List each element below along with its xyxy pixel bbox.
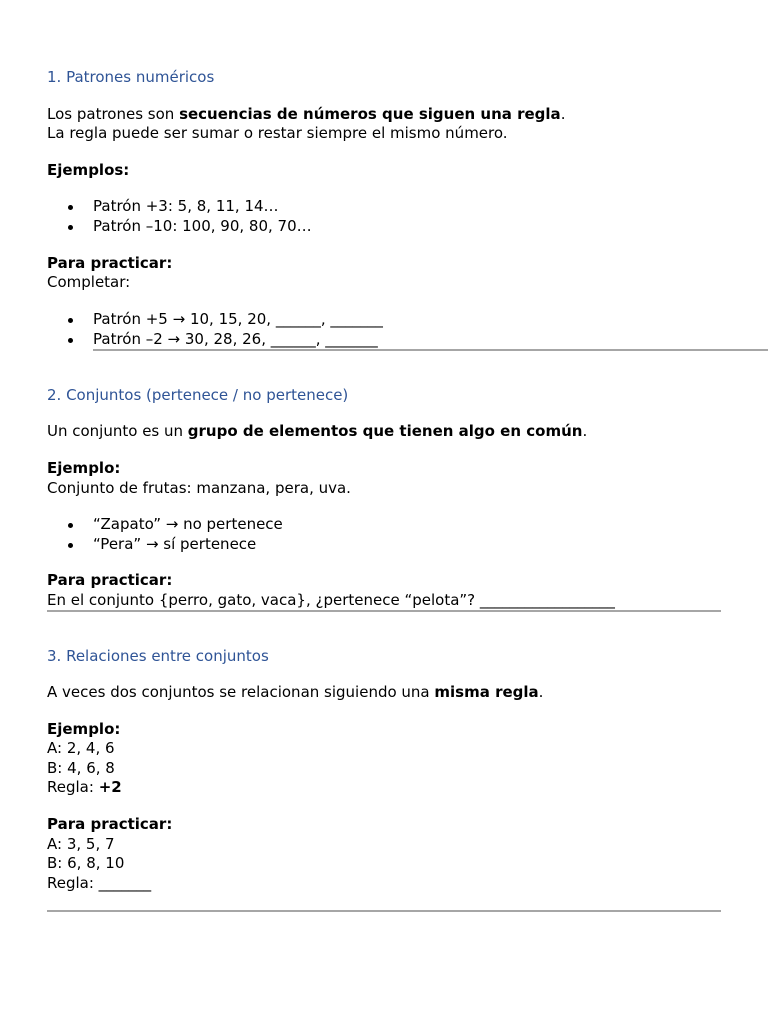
example-text: Conjunto de frutas: manzana, pera, uva. xyxy=(47,479,351,497)
rule-value: +2 xyxy=(98,778,122,796)
section-2-title: 2. Conjuntos (pertenece / no pertenece) xyxy=(47,386,349,404)
practice-text: En el conjunto {perro, gato, vaca}, ¿pertenece “pelota”? __________________ xyxy=(47,591,615,609)
intro-end: . xyxy=(582,422,588,440)
practice-label: Para practicar: xyxy=(47,571,173,589)
divider xyxy=(93,349,768,351)
intro-bold: grupo de elementos que tienen algo en común xyxy=(187,422,583,440)
example-label: Ejemplo: xyxy=(47,720,121,738)
practice-rule: Regla: _______ xyxy=(47,874,152,892)
intro-bold: secuencias de números que siguen una regla xyxy=(179,105,561,123)
intro-end: . xyxy=(560,105,566,123)
example-set-a: A: 2, 4, 6 xyxy=(47,739,115,757)
intro-text: A veces dos conjuntos se relacionan siguiendo una xyxy=(47,683,435,701)
bullet xyxy=(68,205,73,210)
section-1-intro xyxy=(47,105,565,123)
list-item: Patrón –10: 100, 90, 80, 70… xyxy=(93,217,312,235)
section-1-intro-2: La regla puede ser sumar o restar siempre el mismo número. xyxy=(47,124,508,142)
list-item: “Zapato” → no pertenece xyxy=(93,515,283,533)
section-2-intro xyxy=(47,422,587,440)
intro-end: . xyxy=(538,683,544,701)
rule-label: Regla: xyxy=(47,778,99,796)
list-item: “Pera” → sí pertenece xyxy=(93,535,257,553)
bullet xyxy=(68,543,73,548)
example-set-b: B: 4, 6, 8 xyxy=(47,759,115,777)
practice-label: Para practicar: xyxy=(47,815,173,833)
bullet xyxy=(68,338,73,343)
bullet xyxy=(68,318,73,323)
example-label: Ejemplo: xyxy=(47,459,121,477)
intro-bold: misma regla xyxy=(434,683,539,701)
divider xyxy=(47,610,721,612)
list-item: Patrón –2 → 30, 28, 26, ______, _______ xyxy=(93,330,378,348)
list-item: Patrón +3: 5, 8, 11, 14… xyxy=(93,197,279,215)
bullet xyxy=(68,225,73,230)
section-1-title: 1. Patrones numéricos xyxy=(47,68,215,86)
divider xyxy=(47,910,721,912)
examples-label: Ejemplos: xyxy=(47,161,130,179)
practice-label: Para practicar: xyxy=(47,254,173,272)
intro-text: Los patrones son xyxy=(47,105,180,123)
example-rule xyxy=(47,778,122,796)
practice-set-b: B: 6, 8, 10 xyxy=(47,854,125,872)
intro-text: Un conjunto es un xyxy=(47,422,188,440)
section-3-title: 3. Relaciones entre conjuntos xyxy=(47,647,269,665)
section-3-intro xyxy=(47,683,543,701)
list-item: Patrón +5 → 10, 15, 20, ______, _______ xyxy=(93,310,383,328)
practice-set-a: A: 3, 5, 7 xyxy=(47,835,115,853)
bullet xyxy=(68,523,73,528)
practice-text: Completar: xyxy=(47,273,131,291)
